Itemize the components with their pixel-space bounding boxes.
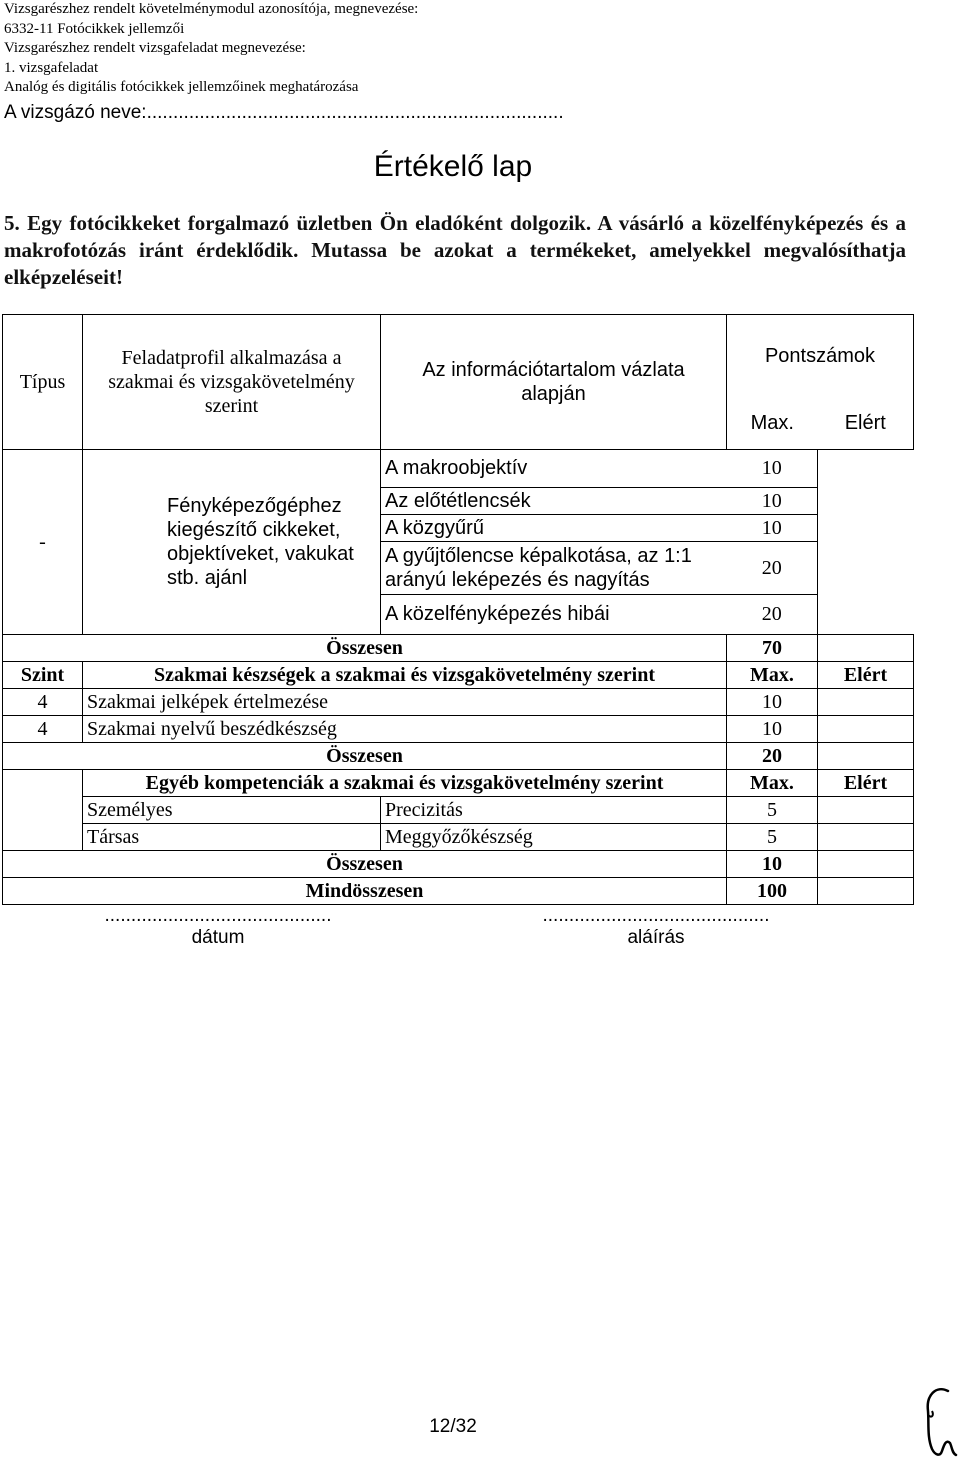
other-head: Egyéb kompetenciák a szakmai és vizsgakövetelmény szerint	[83, 769, 727, 796]
header-line-4: 1. vizsgafeladat	[4, 59, 99, 76]
date-label: dátum	[191, 927, 245, 948]
date-signature-block	[86, 905, 350, 949]
skill-max: 10	[727, 715, 818, 742]
item-label: Az előtétlencsék	[381, 487, 727, 514]
head-info: Az információtartalom vázlata alapján	[381, 315, 727, 450]
other-label: Meggyőzőkészség	[381, 823, 727, 850]
total-value: 70	[727, 634, 818, 661]
head-max: Max.	[727, 397, 818, 450]
item-max: 10	[727, 487, 818, 514]
skills-head: Szakmai készségek a szakmai és vizsgakövetelmény szerint	[83, 661, 727, 688]
item-max: 20	[727, 594, 818, 634]
page-title: Értékelő lap	[373, 150, 533, 183]
evaluation-table	[2, 314, 914, 905]
total-got	[818, 850, 914, 877]
task-description: 5. Egy fotócikkeket forgalmazó üzletben Ön eladóként dolgozik. A vásárló a közelfényképezés és a makrofotózás iránt érdeklődik. Mutassa be azokat a termékeket, amelyekkel megvalósíthatja elképzeléseit!	[4, 211, 906, 289]
total-value: 20	[727, 742, 818, 769]
header-line-1: Vizsgarészhez rendelt követelménymodul azonosítója, megnevezése:	[4, 1, 419, 17]
item-got	[818, 541, 914, 594]
total-value: 10	[727, 850, 818, 877]
other-got	[818, 823, 914, 850]
item-label: A közelfényképezés hibái	[381, 594, 727, 634]
item-got	[818, 487, 914, 514]
skill-label: Szakmai jelképek értelmezése	[83, 688, 727, 715]
item-max: 10	[727, 514, 818, 541]
signature-label: aláírás	[627, 927, 685, 948]
head-points: Pontszámok	[727, 315, 914, 397]
other-max: 5	[727, 823, 818, 850]
grand-total-value: 100	[727, 877, 818, 904]
item-label: A közgyűrű	[381, 514, 727, 541]
skill-label: Szakmai nyelvű beszédkészség	[83, 715, 727, 742]
initials-signature	[918, 1385, 958, 1460]
signature-block	[524, 905, 788, 949]
other-category: Társas	[83, 823, 381, 850]
header-line-3: Vizsgarészhez rendelt vizsgafeladat megnevezése:	[4, 40, 306, 56]
skill-level: 4	[3, 715, 83, 742]
skill-level: 4	[3, 688, 83, 715]
page-header	[4, 0, 418, 98]
skills-got-head: Elért	[818, 661, 914, 688]
total-label: Összesen	[3, 742, 727, 769]
item-got	[818, 594, 914, 634]
item-max: 10	[727, 449, 818, 487]
grand-total-label: Mindösszesen	[3, 877, 727, 904]
item-max: 20	[727, 541, 818, 594]
grand-total-got	[818, 877, 914, 904]
total-label: Összesen	[3, 634, 727, 661]
page-number: 12/32	[429, 1416, 477, 1437]
level-head: Szint	[3, 661, 83, 688]
head-profile: Feladatprofil alkalmazása a szakmai és vizsgakövetelmény szerint	[83, 315, 381, 450]
skill-max: 10	[727, 688, 818, 715]
profile-value: Fényképezőgéphez kiegészítő cikkeket, objektíveket, vakukat stb. ajánl	[83, 449, 381, 634]
empty-cell	[3, 769, 83, 850]
candidate-name-line: A vizsgázó neve:...............................................................................	[4, 102, 564, 123]
date-dots: ...........................................	[104, 905, 332, 926]
skills-max-head: Max.	[727, 661, 818, 688]
skill-got	[818, 715, 914, 742]
other-got	[818, 796, 914, 823]
signature-dots: ...........................................	[542, 905, 770, 926]
skill-got	[818, 688, 914, 715]
head-type: Típus	[3, 315, 83, 450]
item-got	[818, 449, 914, 487]
other-max: 5	[727, 796, 818, 823]
other-max-head: Max.	[727, 769, 818, 796]
header-line-5: Analóg és digitális fotócikkek jellemzőinek meghatározása	[4, 79, 359, 95]
total-label: Összesen	[3, 850, 727, 877]
type-value: -	[3, 449, 83, 634]
item-label: A makroobjektív	[381, 449, 727, 487]
item-label: A gyűjtőlencse képalkotása, az 1:1 arányú leképezés és nagyítás	[381, 541, 727, 594]
total-got	[818, 742, 914, 769]
other-got-head: Elért	[818, 769, 914, 796]
item-got	[818, 514, 914, 541]
head-got: Elért	[818, 397, 914, 450]
other-category: Személyes	[83, 796, 381, 823]
total-got	[818, 634, 914, 661]
header-line-2: 6332-11 Fotócikkek jellemzői	[4, 20, 185, 37]
other-label: Precizitás	[381, 796, 727, 823]
